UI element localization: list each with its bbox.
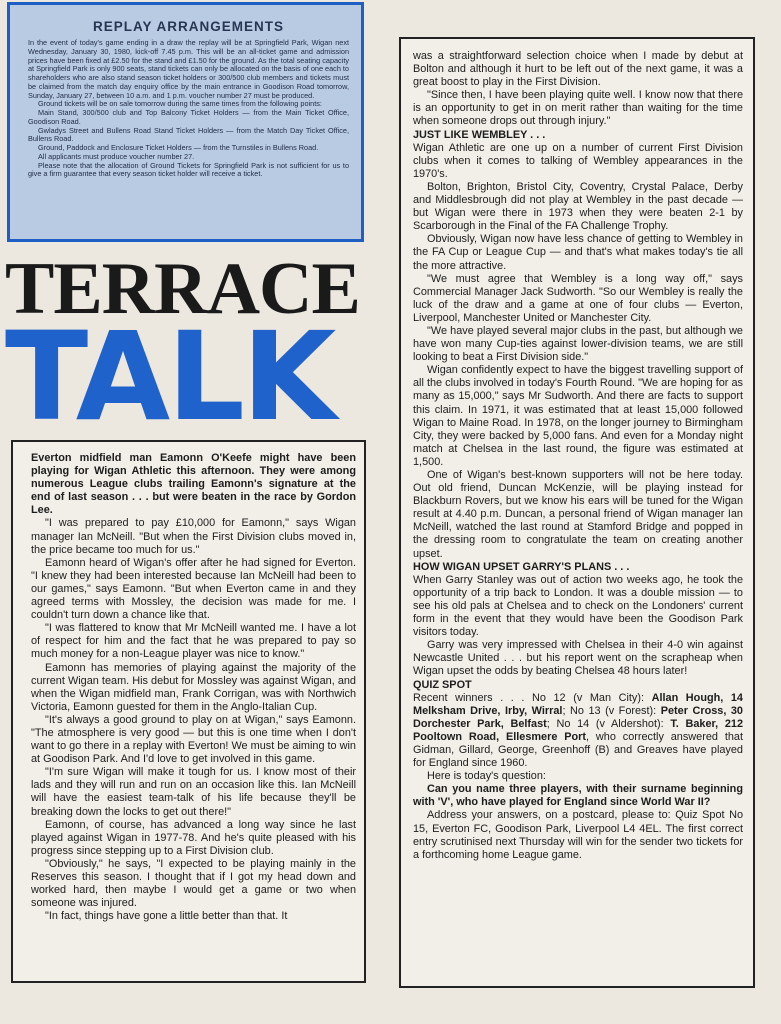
replay-body bbox=[28, 39, 349, 179]
article-paragraph: One of Wigan's best-known supporters will not be here today. Out old friend, Duncan McKenzie, will be playing instead for Blackburn Rovers, but we know his ears will be tuned for the Wigan result at 4.40 p.m. Duncan, a personal friend of Wigan manager Ian McNeill, watched the last round at Stamford Bridge and popped in the dressing room to congratulate the team on creating another upset. bbox=[413, 469, 743, 560]
quiz-paragraph: Address your answers, on a postcard, please to: Quiz Spot No 15, Everton FC, Goodison Park, Liverpool L4 4EL. The first correct entry scrutinised next Thursday will win for the sender two tickets for a forthcoming home League game. bbox=[413, 809, 743, 861]
replay-paragraph: Ground tickets will be on sale tomorrow during the same times from the following points: bbox=[38, 99, 322, 109]
quiz-text: ; No 13 (v Forest): bbox=[562, 704, 661, 717]
quiz-text: Recent winners . . . No 12 (v Man City): bbox=[413, 691, 652, 704]
article-paragraph: Wigan Athletic are one up on a number of current First Division clubs when it comes to talking of Wembley appearances in the 1970's. bbox=[413, 141, 743, 180]
article-paragraph: "I was prepared to pay £10,000 for Eamonn," says Wigan manager Ian McNeill. "But when the First Division clubs moved in, the price became too much for us." bbox=[31, 517, 356, 556]
article-lead: Everton midfield man Eamonn O'Keefe might have been playing for Wigan Athletic this afternoon. They were among numerous League clubs trailing Eamonn's signature at the end of last season . . . but were beaten in the race by Gordon Lee. bbox=[31, 452, 356, 517]
replay-title: REPLAY ARRANGEMENTS bbox=[92, 19, 285, 34]
article-paragraph: Wigan confidently expect to have the biggest travelling support of all the clubs involved in today's Fourth Round. "We are hoping for as many as 15,000," says Mr Sudworth. And there are facts to support this claim. In 1971, it was estimated that at least 15,000 followed Wigan to Maine Road. In 1978, on the longer journey to Birmingham City, they were backed by 5,000 fans. And even for a Monday night match at Chelsea in the last round, the figure was estimated at 1,500. bbox=[413, 364, 743, 468]
article-paragraph: "Obviously," he says, "I expected to be playing mainly in the Reserves this season. I thought that if I got my head down and worked hard, then maybe I would get a game or two when someone was injured. bbox=[31, 857, 356, 910]
replay-paragraph: Main Stand, 300/500 club and Top Balcony Ticket Holders — from the Main Ticket Office, Goodison Road. bbox=[28, 108, 349, 126]
article-paragraph: Eamonn, of course, has advanced a long way since he last played against Wigan in 1977-78. And he's quite pleased with his progress since stepping up to a First Division club. bbox=[31, 818, 356, 857]
quiz-question: Can you name three players, with their surname beginning with 'V', who have played for England since World War II? bbox=[413, 783, 743, 809]
quiz-winner: T. Baker, 212 Pooltown Road, Ellesmere Port bbox=[413, 717, 743, 743]
quiz-text: ; No 14 (v Aldershot): bbox=[546, 717, 671, 730]
article-paragraph: "I was flattered to know that Mr McNeill wanted me. I have a lot of respect for him and the fact that he was prepared to pay so much money for a non-League player was nice to know." bbox=[31, 622, 356, 661]
quiz-paragraph: Here is today's question: bbox=[427, 770, 546, 783]
replay-arrangements-panel bbox=[7, 2, 364, 242]
article-paragraph: "We must agree that Wembley is a long way off," says Commercial Manager Jack Sudworth. "So our Wembley is really the luck of the draw and a game at one of four clubs — Everton, Liverpool, Manchester United or Manchester City. bbox=[413, 272, 743, 324]
replay-paragraph: Please note that the allocation of Ground Tickets for Springfield Park is not sufficient for us to give a firm guarantee that every season ticket holder will receive a ticket. bbox=[28, 160, 349, 179]
replay-paragraph: All applicants must produce voucher number 27. bbox=[38, 151, 195, 161]
article-paragraph: Eamonn heard of Wigan's offer after he had signed for Everton. "I knew they had been interested because Ian McNeill had been to our games," says Eamonn. "But when Everton came in and they agreed terms with Mossley, the decision was made for me. I couldn't turn down a chance like that. bbox=[31, 556, 356, 622]
replay-paragraph: Ground, Paddock and Enclosure Ticket Holders — from the Turnstiles in Bullens Road. bbox=[38, 143, 319, 152]
article-right-column bbox=[399, 37, 755, 988]
article-paragraph: Obviously, Wigan now have less chance of getting to Wembley in the FA Cup or League Cup — and that's what makes today's tie all the more attractive. bbox=[413, 233, 743, 272]
quiz-text: , who correctly answered that Gidman, Gillard, George, Greenhoff (B) and Greaves have played for England since 1960. bbox=[413, 730, 743, 770]
article-paragraph: "I'm sure Wigan will make it tough for us. I know most of their lads and they will run and run on an occasion like this. Ian McNeill will have the easiest team-talk of his life because they'll be breaking down the locks to get out there!" bbox=[31, 766, 356, 818]
replay-paragraph: In the event of today's game ending in a draw the replay will be at Springfield Park, Wigan next Wednesday, January 30, 1980, kick-off 7.45 p.m. This will be an all-ticket game and admission prices have been fixed at £2.50 for the stand and £1.50 for the ground. As the total seating capacity at Springfield Park is only 900 seats, stand tickets can only be allocated on the basis of one each to shareholders who are also stand season ticket holders or 300/500 club members and tickets must be claimed from the match day enquiry office by the main entrance in Goodison Road tomorrow, Sunday, January 27, between 10 a.m. and 1 p.m. voucher number 27 must be produced. bbox=[28, 38, 349, 100]
article-paragraph: When Garry Stanley was out of action two weeks ago, he took the opportunity of a trip back to London. It was a double mission — to see his old pals at Chelsea and to check on the Londoners' current form in the event that they would have been the Goodison Park visitors today. bbox=[413, 573, 743, 639]
quiz-winners bbox=[413, 692, 743, 771]
replay-paragraph: Gwladys Street and Bullens Road Stand Ticket Holders — from the Match Day Ticket Office, Bullens Road. bbox=[28, 125, 349, 144]
article-paragraph: Garry was very impressed with Chelsea in their 4-0 win against Newcastle United . . . but his report went on the scrapheap when Wigan upset the odds by beating Chelsea 48 hours later! bbox=[413, 639, 743, 678]
article-paragraph: was a straightforward selection choice when I made by debut at Bolton and although it hurt to be left out of the next game, it was a great boost to play in the First Division. bbox=[413, 50, 743, 89]
article-paragraph: "We have played several major clubs in the past, but although we have won many Cup-ties against lower-division teams, we are still looking to beat a First Division side." bbox=[413, 324, 743, 364]
quiz-winner: Allan Hough, 14 Melksham Drive, Irby, Wirral bbox=[413, 691, 743, 717]
headline-talk: TALK bbox=[5, 322, 334, 427]
article-paragraph: "Since then, I have been playing quite well. I know now that there is an opportunity to get in on merit rather than waiting for the time when someone drops out through injury." bbox=[413, 89, 743, 128]
article-paragraph: Eamonn has memories of playing against the majority of the current Wigan team. His debut for Mossley was against Wigan, and when the Wigan midfield man, Frank Corrigan, was with Northwich Victoria, Eamonn guested for them in the Anglo-Italian Cup. bbox=[31, 661, 356, 713]
article-left-column bbox=[11, 440, 366, 983]
section-heading-garry: HOW WIGAN UPSET GARRY'S PLANS . . . bbox=[413, 560, 630, 573]
headline-terrace: TERRACE bbox=[5, 252, 360, 327]
article-paragraph: Bolton, Brighton, Bristol City, Coventry, Crystal Palace, Derby and Middlesbrough did not play at Wembley in the past decade — but Wigan were there in 1973 when they were beaten 2-1 by Scarborough in the Final of the FA Challenge Trophy. bbox=[413, 180, 743, 233]
section-heading-quiz: QUIZ SPOT bbox=[413, 678, 472, 691]
article-paragraph: "It's always a good ground to play on at Wigan," says Eamonn. "The atmosphere is very good — but this is one time when I don't want to go there in a replay with Everton! We must be aiming to win at Goodison Park. And I'd love to get involved in this game. bbox=[31, 713, 356, 766]
quiz-winner: Peter Cross, 30 Dorchester Park, Belfast bbox=[413, 704, 743, 730]
section-heading-wembley: JUST LIKE WEMBLEY . . . bbox=[413, 128, 546, 141]
article-paragraph: "In fact, things have gone a little better than that. It bbox=[45, 910, 288, 923]
